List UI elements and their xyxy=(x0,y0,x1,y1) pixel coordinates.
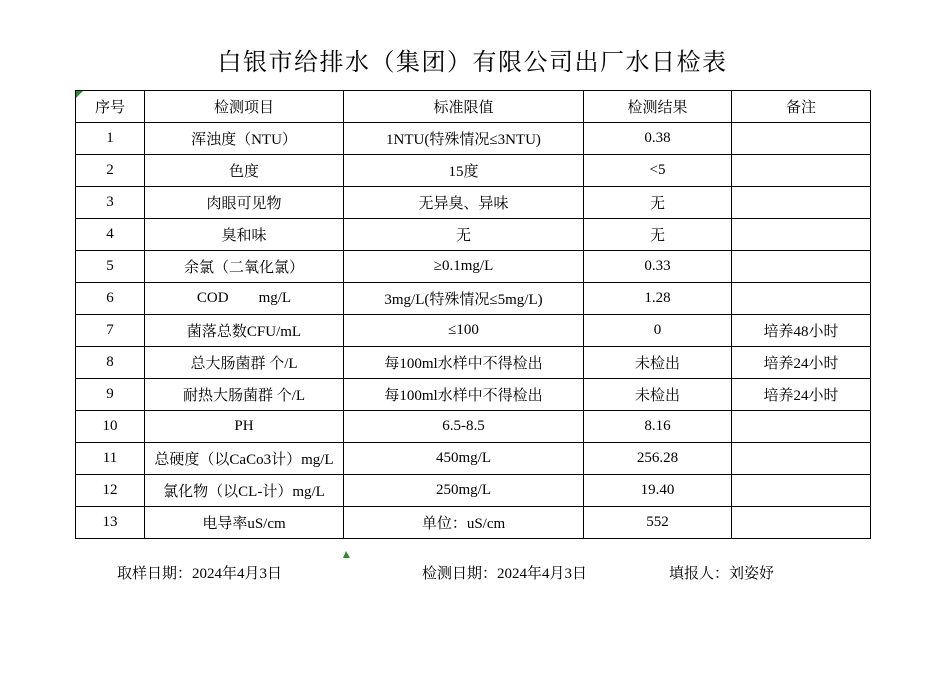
table-cell: 2 xyxy=(76,155,145,187)
table-cell: COD mg/L xyxy=(145,283,344,315)
table-cell xyxy=(732,251,871,283)
table-row xyxy=(76,219,871,251)
table-cell: 0 xyxy=(584,315,732,347)
table-row xyxy=(76,315,871,347)
table-row xyxy=(76,507,871,539)
excel-fill-handle-icon xyxy=(343,551,350,558)
table-cell: 余氯（二氧化氯） xyxy=(145,251,344,283)
table-cell: 3 xyxy=(76,187,145,219)
table-row xyxy=(76,123,871,155)
table-cell: 12 xyxy=(76,475,145,507)
table-cell xyxy=(732,219,871,251)
table-row xyxy=(76,411,871,443)
table-cell: 每100ml水样中不得检出 xyxy=(344,347,584,379)
table-row xyxy=(76,251,871,283)
table-cell: 9 xyxy=(76,379,145,411)
table-cell: 10 xyxy=(76,411,145,443)
table-cell: 250mg/L xyxy=(344,475,584,507)
table-cell: 浑浊度（NTU） xyxy=(145,123,344,155)
table-cell: 8 xyxy=(76,347,145,379)
table-cell xyxy=(732,187,871,219)
table-cell: 无 xyxy=(584,219,732,251)
table-cell: <5 xyxy=(584,155,732,187)
table-cell xyxy=(732,507,871,539)
table-cell xyxy=(732,283,871,315)
table-cell: 培养48小时 xyxy=(732,315,871,347)
table-cell: 菌落总数CFU/mL xyxy=(145,315,344,347)
table-cell: 6.5-8.5 xyxy=(344,411,584,443)
table-cell: 450mg/L xyxy=(344,443,584,475)
table-cell: 5 xyxy=(76,251,145,283)
table-cell: 552 xyxy=(584,507,732,539)
table-cell: 氯化物（以CL-计）mg/L xyxy=(145,475,344,507)
inspection-table xyxy=(75,90,871,539)
table-header-cell: 标准限值 xyxy=(344,91,584,123)
table-cell: 4 xyxy=(76,219,145,251)
table-cell: 未检出 xyxy=(584,379,732,411)
table-cell: 单位：uS/cm xyxy=(344,507,584,539)
table-cell xyxy=(732,475,871,507)
table-cell xyxy=(732,155,871,187)
table-cell: 13 xyxy=(76,507,145,539)
table-cell: 8.16 xyxy=(584,411,732,443)
table-cell: 7 xyxy=(76,315,145,347)
table-cell: 培养24小时 xyxy=(732,347,871,379)
table-cell xyxy=(732,443,871,475)
table-cell xyxy=(732,411,871,443)
table-header-row xyxy=(76,91,871,123)
table-cell: 11 xyxy=(76,443,145,475)
table-cell: 无异臭、异味 xyxy=(344,187,584,219)
table-row xyxy=(76,155,871,187)
test-date: 检测日期：2024年4月3日 xyxy=(422,566,588,582)
table-row xyxy=(76,379,871,411)
table-row xyxy=(76,443,871,475)
table-cell: 15度 xyxy=(344,155,584,187)
table-cell: 色度 xyxy=(145,155,344,187)
table-cell: 256.28 xyxy=(584,443,732,475)
table-header-cell: 序号 xyxy=(76,91,145,123)
table-cell: ≤100 xyxy=(344,315,584,347)
table-cell: 0.38 xyxy=(584,123,732,155)
table-cell: 未检出 xyxy=(584,347,732,379)
table-row xyxy=(76,347,871,379)
table-cell: 臭和味 xyxy=(145,219,344,251)
table-row xyxy=(76,187,871,219)
table-header-cell: 检测项目 xyxy=(145,91,344,123)
table-cell: 每100ml水样中不得检出 xyxy=(344,379,584,411)
table-row xyxy=(76,475,871,507)
table-cell: 6 xyxy=(76,283,145,315)
page-title: 白银市给排水（集团）有限公司出厂水日检表 xyxy=(217,50,728,76)
reporter-name: 填报人：刘姿妤 xyxy=(669,566,775,582)
table-cell: 总大肠菌群 个/L xyxy=(145,347,344,379)
footer xyxy=(75,562,870,582)
table-cell: PH xyxy=(145,411,344,443)
table-cell: 3mg/L(特殊情况≤5mg/L) xyxy=(344,283,584,315)
excel-corner-marker-icon xyxy=(76,91,83,98)
table-cell: 耐热大肠菌群 个/L xyxy=(145,379,344,411)
table-cell: 19.40 xyxy=(584,475,732,507)
table-cell: 1 xyxy=(76,123,145,155)
table-header-cell: 备注 xyxy=(732,91,871,123)
sampling-date: 取样日期：2024年4月3日 xyxy=(117,566,283,582)
table-cell: 电导率uS/cm xyxy=(145,507,344,539)
table-cell: 培养24小时 xyxy=(732,379,871,411)
table-cell: 无 xyxy=(584,187,732,219)
table-cell: 肉眼可见物 xyxy=(145,187,344,219)
table-cell: 1.28 xyxy=(584,283,732,315)
table-cell: 无 xyxy=(344,219,584,251)
table-cell: ≥0.1mg/L xyxy=(344,251,584,283)
table-row xyxy=(76,283,871,315)
table-cell: 0.33 xyxy=(584,251,732,283)
inspection-table-container xyxy=(75,90,871,539)
table-cell xyxy=(732,123,871,155)
table-header-cell: 检测结果 xyxy=(584,91,732,123)
table-cell: 1NTU(特殊情况≤3NTU) xyxy=(344,123,584,155)
table-cell: 总硬度（以CaCo3计）mg/L xyxy=(145,443,344,475)
